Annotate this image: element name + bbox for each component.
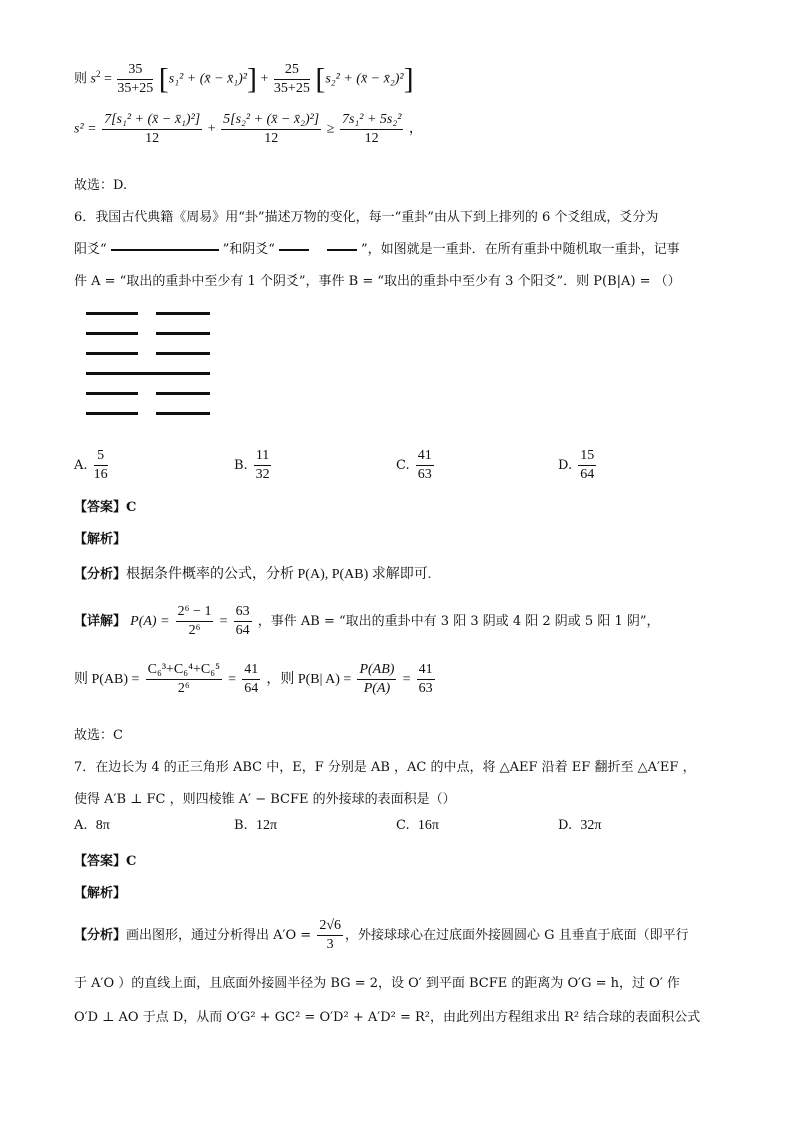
option-label: C. [396, 458, 410, 473]
fraction: $\frac{35}{35+25}$ [117, 62, 154, 96]
question-6-line-1: 6．我国古代典籍《周易》用“卦”描述万物的变化，每一“重卦”由从下到上排列的 6 个爻组成，爻分为 [74, 210, 659, 225]
analysis-heading-q7: 【解析】 [74, 886, 127, 901]
fraction: $\frac{\text{C₆³+C₆⁴+C₆⁵}}{\text{2⁶}}$ [147, 662, 221, 696]
yang-line-symbol [111, 249, 219, 251]
analysis-heading-q6: 【解析】 [74, 532, 127, 547]
option-b [234, 818, 277, 834]
detail-q6-line-1: 【详解】 P(A) = $\frac{\text{2⁶ − 1}}{\text{2⁶}}$ = $\frac{63}{64}$ ，事件 AB = “取出的重卦中有 3 阳 3 阴或 4 阳 2 阴或 5 阳 1 阴”， [74, 604, 660, 638]
yin-line-segment [86, 392, 138, 395]
option-value: 16π [417, 818, 439, 833]
question-6-line-3: 件 A = “取出的重卦中至少有 1 个阴爻”，事件 B = “取出的重卦中至少有 3 个阳爻”．则 P(B|A) = （） [74, 274, 681, 289]
fraction: $\frac{25}{35+25}$ [273, 62, 310, 96]
option-value: 12π [255, 818, 278, 833]
answer-choice-q5: 故选：D. [74, 178, 128, 193]
fraction: $\frac{\text{7[s₁² + (x̄ − x̄₁)²]}}{12}$ [104, 112, 201, 146]
bracket-term: s₁² + (x̄ − x̄₁)² [168, 71, 248, 87]
option-value: 8π [95, 818, 110, 833]
yin-line-segment [86, 312, 138, 315]
option-c [396, 448, 436, 483]
option-b [234, 448, 273, 483]
yin-line-segment [86, 412, 138, 415]
answer-q6: 【答案】C [74, 500, 137, 515]
question-7-line-2: 使得 A′B ⊥ FC ，则四棱锥 A′ − BCFE 的外接球的表面积是（） [74, 792, 456, 807]
yin-line-symbol [279, 242, 357, 257]
equation-variance-1: 则 $s^2$ = $\frac{35}{35+25}$ [s₁² + (x̄ − x̄₁)²] + $\frac{25}{35+25}$ [s₂² + (x̄ − x̄₂)²] [74, 62, 414, 96]
yin-line-segment [86, 332, 138, 335]
option-label: B. [234, 818, 248, 833]
fraction: $\frac{\text{7s₁² + 5s₂²}}{12}$ [341, 112, 402, 146]
option-a [74, 818, 110, 834]
analysis-q7-line-2: 于 A′O ）的直线上面，且底面外接圆半径为 BG = 2，设 O′ 到平面 BCFE 的距离为 O′G = h，过 O′ 作 [74, 976, 680, 991]
yin-line-segment [156, 412, 210, 415]
fraction: $\frac{63}{64}$ [235, 604, 250, 638]
fraction: $\frac{41}{63}$ [417, 448, 432, 482]
fraction: $\frac{2√6}{3}$ [319, 918, 341, 952]
yin-line-segment [156, 392, 210, 395]
option-value: 32π [580, 818, 602, 833]
answer-choice-q6: 故选：C [74, 728, 123, 743]
detail-q6-line-2: 则 P(AB) = $\frac{\text{C₆³+C₆⁴+C₆⁵}}{\text{2⁶}}$ = $\frac{41}{64}$ ，则 P(B| A) = $\frac{P(AB)}{P(A)}$ = $\frac{41}{63}$ [74, 662, 433, 696]
fraction: $\frac{5}{16}$ [93, 448, 108, 482]
yang-line [86, 372, 210, 375]
option-label: B. [234, 458, 248, 473]
question-7-line-1: 7．在边长为 4 的正三角形 ABC 中，E，F 分别是 AB ，AC 的中点，将 △AEF 沿着 EF 翻折至 △A′EF ， [74, 760, 696, 775]
analysis-q6: 【分析】根据条件概率的公式，分析 P(A), P(AB) 求解即可. [74, 567, 432, 582]
yin-line-segment [86, 352, 138, 355]
option-label: D. [558, 458, 573, 473]
equation-lhs: s² = [74, 121, 97, 137]
analysis-q7-line-1: 【分析】画出图形，通过分析得出 A′O = $\frac{2√6}{3}$ ，外接球球心在过底面外接圆圆心 G 且垂直于底面（即平行 [74, 918, 689, 952]
option-c [396, 818, 439, 834]
equation-prefix: 则 [74, 71, 88, 87]
fraction: $\frac{11}{32}$ [255, 448, 270, 482]
fraction: $\frac{15}{64}$ [580, 448, 595, 482]
fraction: $\frac{\text{2⁶ − 1}}{\text{2⁶}}$ [177, 604, 212, 638]
yin-line-segment [156, 312, 210, 315]
fraction: $\frac{\text{5[s₂² + (x̄ − x̄₂)²]}}{12}$ [223, 112, 320, 146]
analysis-q7-line-3: O′D ⊥ AO 于点 D，从而 O′G² + GC² = O′D² + A′D² = R²，由此列出方程组求出 R² 结合球的表面积公式 [74, 1010, 701, 1025]
ge-sign: ≥ [326, 121, 335, 137]
fraction: $\frac{P(AB)}{P(A)}$ [359, 662, 395, 696]
answer-q7: 【答案】C [74, 854, 137, 869]
fraction: $\frac{41}{64}$ [244, 662, 259, 696]
fraction: $\frac{41}{63}$ [418, 662, 433, 696]
yin-line-segment [156, 352, 210, 355]
bracket-term: s₂² + (x̄ − x̄₂)² [325, 71, 404, 87]
question-6-line-2: 阳爻“ ”和阴爻“ ”，如图就是一重卦．在所有重卦中随机取一重卦，记事 [74, 242, 680, 257]
option-label: A. [74, 818, 88, 833]
yin-line-segment [156, 332, 210, 335]
option-label: A. [74, 458, 88, 473]
option-label: D. [558, 818, 573, 833]
option-a [74, 448, 110, 483]
option-d [558, 818, 601, 834]
equation-variance-2: s² = $\frac{\text{7[s₁² + (x̄ − x̄₁)²]}}{12}$ + $\frac{\text{5[s₂² + (x̄ − x̄₂)²]}}{12}$ ≥ $\frac{\text{7s₁² + 5s₂²}}{12}$ ， [74, 112, 423, 146]
option-label: C. [396, 818, 410, 833]
option-d [558, 448, 598, 483]
hexagram-figure [86, 312, 212, 422]
